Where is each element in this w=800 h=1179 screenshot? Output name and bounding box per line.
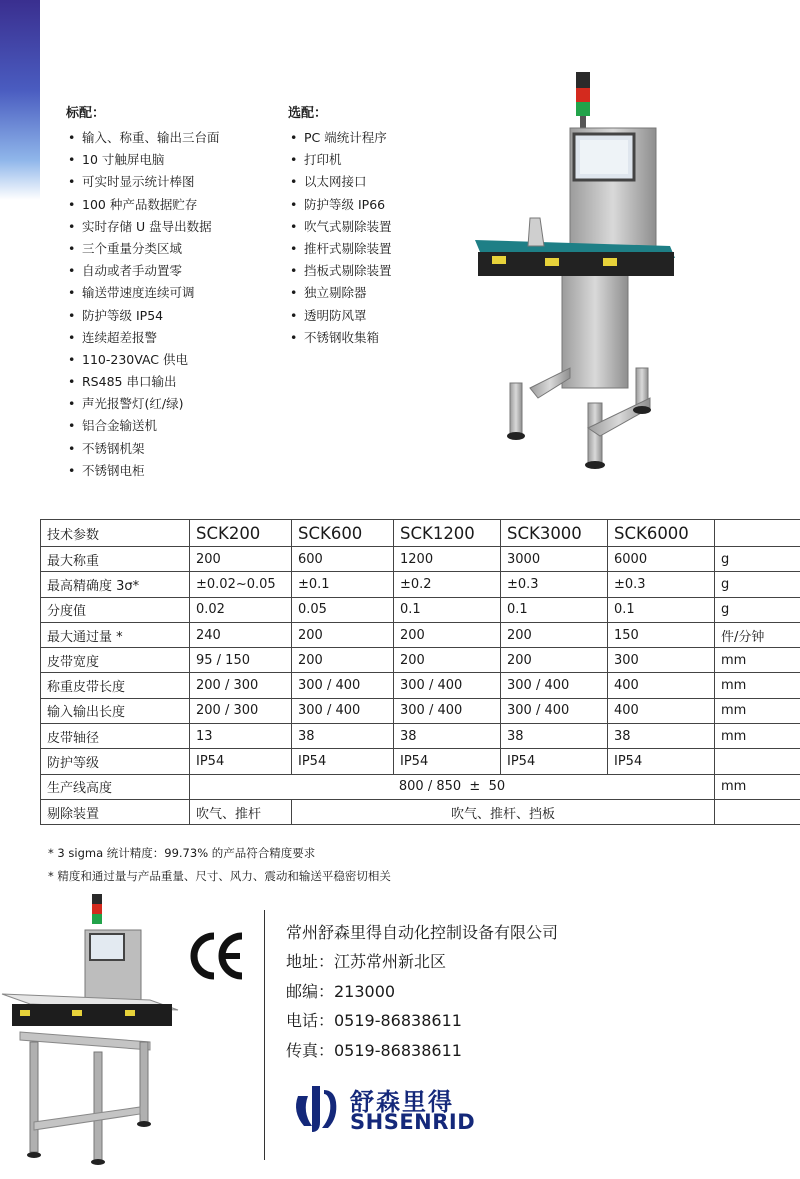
table-cell: 200 <box>501 648 608 673</box>
table-cell: 分度值 <box>41 597 190 622</box>
table-cell: 皮带宽度 <box>41 648 190 673</box>
table-cell: 1200 <box>394 547 501 572</box>
list-item: • 吹气式剔除装置 <box>288 216 392 238</box>
table-header-cell: SCK600 <box>292 520 394 547</box>
table-row <box>41 698 800 723</box>
table-header-cell: 技术参数 <box>41 520 190 547</box>
table-cell: 0.1 <box>608 597 715 622</box>
list-item: • 独立剔除器 <box>288 282 392 304</box>
table-cell: 吹气、推杆、挡板 <box>292 799 715 824</box>
table-row <box>41 724 800 749</box>
table-cell: 200 <box>292 648 394 673</box>
company-name: 常州舒森里得自动化控制设备有限公司 <box>286 923 559 942</box>
table-cell: 200 <box>501 622 608 647</box>
list-item: • RS485 串口输出 <box>66 371 220 393</box>
table-cell: ±0.2 <box>394 572 501 597</box>
table-cell: 38 <box>501 724 608 749</box>
list-item: • 防护等级 IP54 <box>66 305 220 327</box>
table-cell: 200 <box>190 547 292 572</box>
list-item: • 连续超差报警 <box>66 327 220 349</box>
list-item: • 不锈钢电柜 <box>66 460 220 482</box>
table-cell: 300 / 400 <box>292 698 394 723</box>
company-address: 地址：江苏常州新北区 <box>286 952 447 972</box>
table-cell: 最高精确度 3σ* <box>41 572 190 597</box>
table-row <box>41 673 800 698</box>
table-cell: g <box>715 597 800 622</box>
checkweigher-machine-image <box>470 68 685 473</box>
table-header-cell: SCK200 <box>190 520 292 547</box>
table-cell <box>715 749 800 774</box>
table-row <box>41 774 800 799</box>
list-item: • 以太网接口 <box>288 171 392 193</box>
table-cell: IP54 <box>394 749 501 774</box>
logo-cn: 舒森里得 <box>350 1088 454 1116</box>
table-cell: 300 / 400 <box>292 673 394 698</box>
table-cell: 150 <box>608 622 715 647</box>
table-cell: 400 <box>608 673 715 698</box>
table-row <box>41 572 800 597</box>
table-cell: 0.02 <box>190 597 292 622</box>
list-item: • 透明防风罩 <box>288 305 392 327</box>
table-cell: IP54 <box>501 749 608 774</box>
company-fax: 传真：0519-86838611 <box>286 1040 462 1060</box>
table-cell: 6000 <box>608 547 715 572</box>
optional-config <box>288 102 392 349</box>
table-cell: 38 <box>608 724 715 749</box>
table-cell: 800 / 850 ± 50 <box>190 774 715 799</box>
table-row <box>41 799 800 824</box>
logo-en: SHSENRID <box>350 1110 476 1134</box>
table-cell: 300 / 400 <box>394 698 501 723</box>
list-item: • 不锈钢机架 <box>66 438 220 460</box>
table-cell: mm <box>715 774 800 799</box>
table-cell: 240 <box>190 622 292 647</box>
table-row <box>41 648 800 673</box>
table-cell: 200 / 300 <box>190 673 292 698</box>
table-cell: IP54 <box>190 749 292 774</box>
logo-mark-icon <box>290 1082 346 1136</box>
table-cell: ±0.1 <box>292 572 394 597</box>
table-header-cell: SCK1200 <box>394 520 501 547</box>
table-cell: 件/分钟 <box>715 622 800 647</box>
list-item: • 可实时显示统计棒图 <box>66 171 220 193</box>
table-cell: 生产线高度 <box>41 774 190 799</box>
list-item: • 防护等级 IP66 <box>288 194 392 216</box>
ce-mark-label: CE <box>190 930 192 931</box>
table-cell: mm <box>715 698 800 723</box>
ce-mark-icon <box>190 930 246 982</box>
table-cell: 38 <box>394 724 501 749</box>
table-cell: IP54 <box>292 749 394 774</box>
list-item: • 声光报警灯(红/绿) <box>66 393 220 415</box>
table-cell <box>715 799 800 824</box>
table-row <box>41 622 800 647</box>
table-cell: 300 / 400 <box>501 673 608 698</box>
table-cell: g <box>715 572 800 597</box>
footnote: * 3 sigma 统计精度：99.73% 的产品符合精度要求 <box>48 846 316 860</box>
standard-list <box>66 127 220 482</box>
table-cell: 称重皮带长度 <box>41 673 190 698</box>
list-item: • 110-230VAC 供电 <box>66 349 220 371</box>
company-phone: 电话：0519-86838611 <box>286 1011 462 1031</box>
table-header-cell: SCK6000 <box>608 520 715 547</box>
brand-logo <box>290 1082 530 1136</box>
list-item: • 输送带速度连续可调 <box>66 282 220 304</box>
list-item: • 输入、称重、输出三台面 <box>66 127 220 149</box>
checkweigher-small-image <box>0 892 180 1172</box>
footnotes <box>48 842 391 888</box>
accent-bar <box>0 0 40 200</box>
list-item: • 挡板式剔除装置 <box>288 260 392 282</box>
table-cell: 200 <box>394 648 501 673</box>
table-cell: 200 / 300 <box>190 698 292 723</box>
table-cell: 0.1 <box>394 597 501 622</box>
optional-title: 选配： <box>288 106 328 121</box>
table-cell: 400 <box>608 698 715 723</box>
table-cell: 输入输出长度 <box>41 698 190 723</box>
table-cell: 200 <box>292 622 394 647</box>
table-row <box>41 749 800 774</box>
standard-title: 标配： <box>66 106 106 121</box>
table-cell: 300 / 400 <box>394 673 501 698</box>
table-row <box>41 547 800 572</box>
list-item: • 三个重量分类区域 <box>66 238 220 260</box>
list-item: • 100 种产品数据贮存 <box>66 194 220 216</box>
table-header-row <box>41 520 800 547</box>
table-row <box>41 597 800 622</box>
table-cell: 最大通过量 * <box>41 622 190 647</box>
list-item: • 不锈钢收集箱 <box>288 327 392 349</box>
table-cell: ±0.02~0.05 <box>190 572 292 597</box>
table-cell: mm <box>715 673 800 698</box>
table-cell: 防护等级 <box>41 749 190 774</box>
table-cell: mm <box>715 724 800 749</box>
footnote: * 精度和通过量与产品重量、尺寸、风力、震动和输送平稳密切相关 <box>48 869 391 883</box>
table-cell: 300 <box>608 648 715 673</box>
table-cell: 0.05 <box>292 597 394 622</box>
table-cell: 最大称重 <box>41 547 190 572</box>
table-cell: ±0.3 <box>501 572 608 597</box>
list-item: • 打印机 <box>288 149 392 171</box>
table-cell: 3000 <box>501 547 608 572</box>
divider <box>264 910 265 1160</box>
company-info <box>286 918 558 1065</box>
list-item: • 自动或者手动置零 <box>66 260 220 282</box>
standard-config <box>66 102 220 482</box>
list-item: • 实时存储 U 盘导出数据 <box>66 216 220 238</box>
table-cell: 0.1 <box>501 597 608 622</box>
table-header-cell <box>715 520 800 547</box>
table-cell: 皮带轴径 <box>41 724 190 749</box>
table-cell: mm <box>715 648 800 673</box>
table-cell: IP54 <box>608 749 715 774</box>
table-cell: ±0.3 <box>608 572 715 597</box>
table-header-cell: SCK3000 <box>501 520 608 547</box>
list-item: • 推杆式剔除装置 <box>288 238 392 260</box>
table-cell: 吹气、推杆 <box>190 799 292 824</box>
spec-table <box>40 519 800 825</box>
company-postcode: 邮编：213000 <box>286 981 396 1001</box>
table-cell: 300 / 400 <box>501 698 608 723</box>
table-cell: 13 <box>190 724 292 749</box>
list-item: • PC 端统计程序 <box>288 127 392 149</box>
list-item: • 铝合金输送机 <box>66 415 220 437</box>
table-cell: 38 <box>292 724 394 749</box>
list-item: • 10 寸触屏电脑 <box>66 149 220 171</box>
table-cell: 600 <box>292 547 394 572</box>
table-cell: 剔除装置 <box>41 799 190 824</box>
table-cell: 95 / 150 <box>190 648 292 673</box>
table-cell: 200 <box>394 622 501 647</box>
table-cell: g <box>715 547 800 572</box>
optional-list <box>288 127 392 349</box>
